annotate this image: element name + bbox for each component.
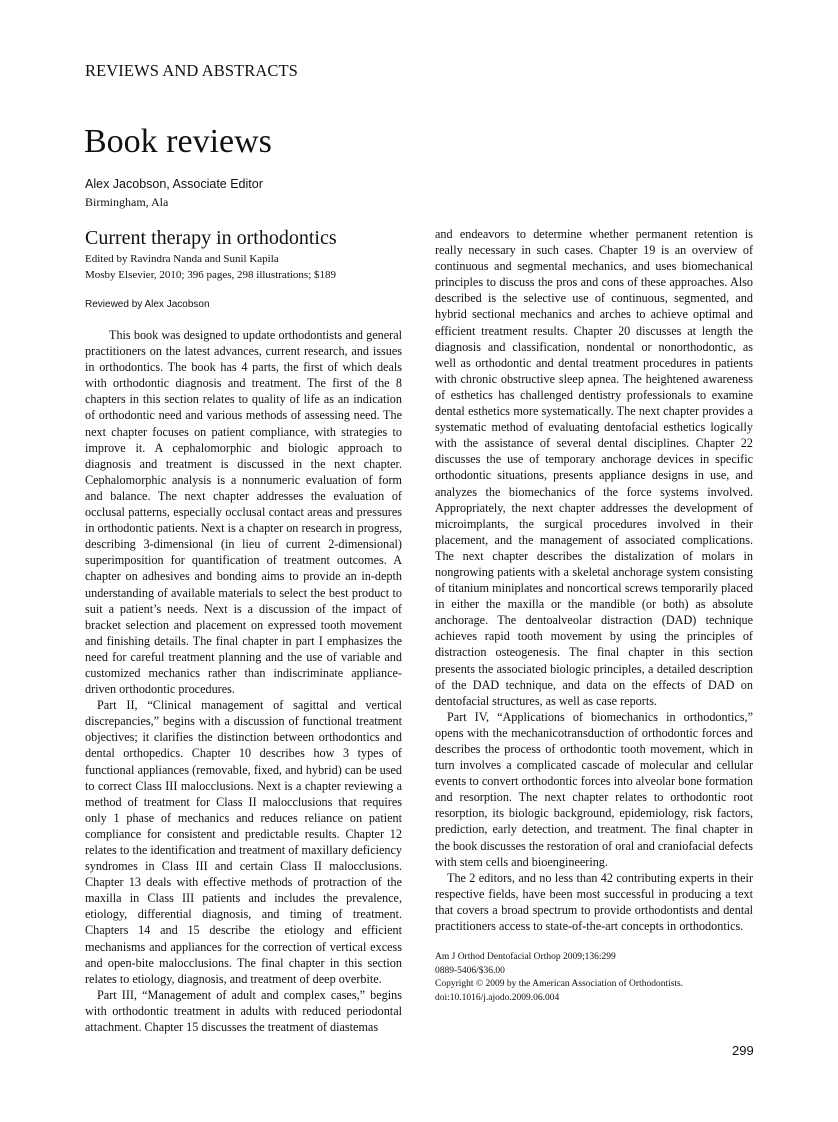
paragraph-conclusion: The 2 editors, and no less than 42 contributing experts in their respective fields, have been most successful in producing a text that covers a broad spectrum to provide orthodontists and dental practitioners access to state-of-the-art concepts in orthodontics. (435, 870, 753, 934)
reviewer-line: Reviewed by Alex Jacobson (85, 299, 210, 310)
review-body-right (435, 226, 753, 934)
section-header: REVIEWS AND ABSTRACTS (85, 61, 298, 80)
paragraph-intro: This book was designed to update orthodontists and general practitioners on the latest advances, current research, and issues in orthodontics. The book has 4 parts, the first of which deals with orthodontic diagnosis and treatment. The first of the 8 chapters in this section relates to quality of life as an indication of orthodontic need and various methods of assessing need. The next chapter focuses on patient compliance, with strategies to improve it. A cephalomorphic and biologic approach to diagnosis and treatment is discussed in the next chapter. Cephalomorphic analysis is a nonnumeric evaluation of form and balance. The next chapter addresses the evaluation of occlusal patterns, especially occlusal contact areas and pressures in orthodontic patients. Next is a chapter on research in progress, describing 3-dimensional (in lieu of current 2-dimensional) superimposition for quantification of treatment outcomes. A chapter on adhesives and bonding aims to provide an in-depth understanding of available materials to select the best product to suit a patient’s needs. Next is a discussion of the impact of bracket selection and placement on expressed tooth movement and finishing details. The final chapter in part I emphasizes the need for careful treatment planning and the use of variable and customized mechanics rather than indiscriminate appliance-driven orthodontic procedures. (85, 328, 402, 697)
paragraph-part-3-continued: and endeavors to determine whether permanent retention is really necessary in such cases. Chapter 19 is an overview of continuous and segmental mechanics, and uses biomechanical principles to discuss the pros and cons of these approaches. Also described is the selective use of continuous, segmented, and hybrid sectional mechanics and arches to achieve optimal and efficient treatment results. Chapter 20 discusses at length the diagnosis and classification, nondental or nonorthodontic, as well as orthodontic and dental treatment procedures in patients with chronic obstructive sleep apnea. The heightened awareness of esthetics has challenged dentistry professionals to examine dental esthetics more systematically. The next chapter provides a systematic method of evaluating dentofacial esthetics logically with the assistance of several dental disciplines. Chapter 22 discusses the use of temporary anchorage devices in specific orthodontic situations, presents appliance designs in use, and analyzes the biomechanics of the force systems involved. Appropriately, the next chapter addresses the development of microimplants, the surgical procedures involved in their placement, and the management of associated complications. The next chapter describes the distalization of molars in nongrowing patients with a skeletal anchorage system consisting of titanium miniplates and noncortical screws temporarily placed in either the maxilla or the mandible (or both) as absolute anchorage. The dentoalveolar distraction (DAD) technique achieves rapid tooth movement by using the principles of distraction osteogenesis. The final chapter in this section presents the associated biologic principles, a detailed description of the DAD technique, and data on the effects of DAD on dentofacial structures, as well as case reports. (435, 227, 753, 708)
journal-citation: Am J Orthod Dentofacial Orthop 2009;136:299 (435, 952, 616, 963)
citation-block (435, 951, 753, 1005)
paragraph-part-2: Part II, “Clinical management of sagittal and vertical discrepancies,” begins with a discussion of functional treatment objectives; it clarifies the distinction between orthodontics and dental orthopedics. Chapter 10 describes how 3 types of functional appliances (removable, fixed, and hybrid) can be used to correct Class III malocclusions. Next is a chapter reviewing a method of treatment for Class II malocclusions that requires only 1 phase of mechanics and reduces reliance on patient compliance for consistent and predictable results. Chapter 12 relates to the identification and treatment of maxillary deficiency syndromes in Class III and certain Class II malocclusions. Chapter 13 deals with effective methods of protraction of the maxilla in Class III patients and includes the prevalence, etiology, differential diagnosis, and timing of treatment. Chapters 14 and 15 describe the etiology and efficient mechanisms and appliances for the correction of vertical excess and open-bite malocclusions. The final chapter in this section relates to etiology, diagnosis, and treatment of deep overbite. (85, 698, 402, 986)
paragraph-part-4: Part IV, “Applications of biomechanics in orthodontics,” opens with the mechanicotransduction of orthodontic forces and describes the process of orthodontic tooth movement, which in turn involves a complicated cascade of molecular and cellular events to convert orthodontic forces into alveolar bone formation and resorption. The next chapter relates to orthodontic root resorption, its biologic background, epidemiology, risk factors, prediction, early detection, and treatment. The final chapter in the book discusses the restoration of oral and craniofacial defects with stem cells and bioengineering. (435, 709, 753, 869)
associate-editor: Alex Jacobson, Associate Editor (85, 177, 263, 191)
page-number: 299 (732, 1043, 754, 1058)
book-title: Current therapy in orthodontics (85, 227, 337, 249)
doi: doi:10.1016/j.ajodo.2009.06.004 (435, 992, 560, 1003)
page-title: Book reviews (84, 123, 272, 160)
book-publication-info: Mosby Elsevier, 2010; 396 pages, 298 illustrations; $189 (85, 269, 337, 281)
paragraph-part-3-start: Part III, “Management of adult and complex cases,” begins with orthodontic treatment in adults with reduced periodontal attachment. Chapter 15 discusses the treatment of diastemas (85, 987, 402, 1035)
issn-price: 0889-5406/$36.00 (435, 965, 505, 976)
left-column (85, 226, 402, 1035)
editor-location: Birmingham, Ala (85, 195, 169, 209)
book-editors: Edited by Ravindra Nanda and Sunil Kapila (85, 253, 279, 265)
review-body-left (85, 327, 402, 1035)
right-column (435, 226, 753, 1005)
copyright-notice: Copyright © 2009 by the American Association of Orthodontists. (435, 979, 684, 990)
